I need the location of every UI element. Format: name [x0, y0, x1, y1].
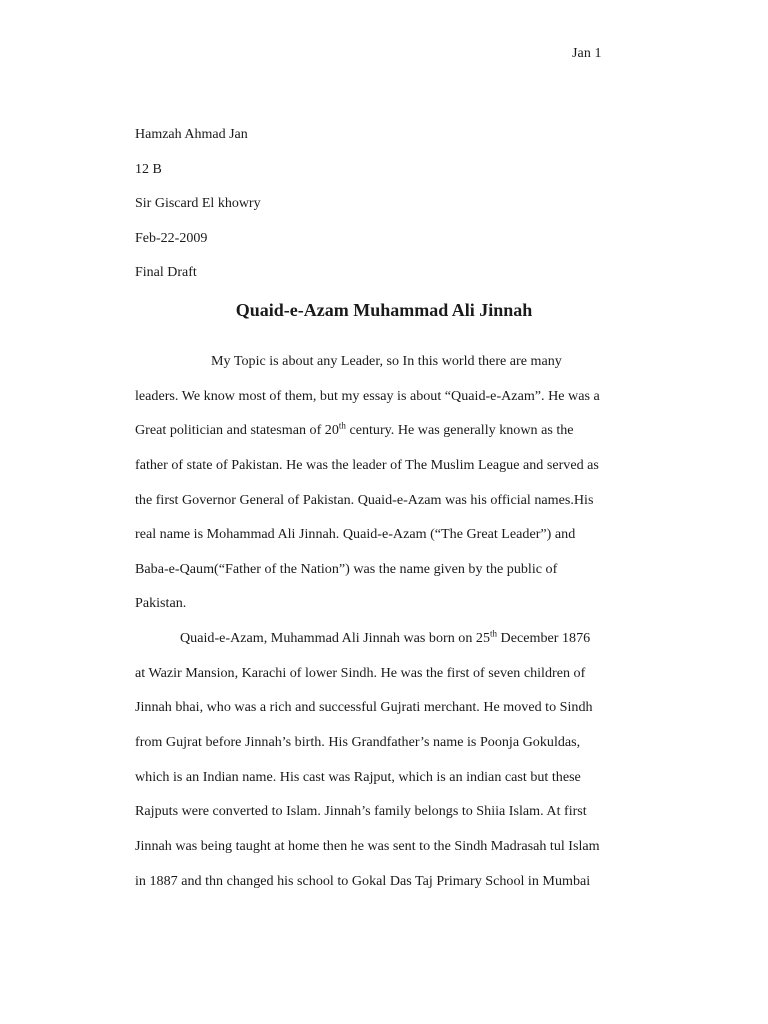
text-line [135, 621, 655, 656]
text-line: at Wazir Mansion, Karachi of lower Sindh. He was the first of seven children of [135, 664, 586, 681]
text-line: the first Governor General of Pakistan. Quaid-e-Azam was his official names.His [135, 491, 594, 508]
superscript: th [338, 420, 346, 431]
essay-title: Quaid-e-Azam Muhammad Ali Jinnah [235, 300, 533, 320]
teacher-name: Sir Giscard El khowry [135, 196, 261, 211]
text-line: Pakistan. [135, 595, 187, 612]
grade-level: 12 B [135, 161, 162, 177]
text-line: Baba-e-Qaum(“Father of the Nation”) was the name given by the public of [135, 560, 558, 577]
draft-label: Final Draft [135, 265, 197, 280]
text-span: Great politician and statesman of 20 [135, 422, 339, 439]
text-line: father of state of Pakistan. He was the leader of The Muslim League and served as [135, 456, 599, 473]
paragraph [135, 621, 655, 898]
text-line: real name is Mohammad Ali Jinnah. Quaid-e-Azam (“The Great Leader”) and [135, 526, 576, 543]
text-line: in 1887 and thn changed his school to Gokal Das Taj Primary School in Mumbai [135, 872, 591, 889]
text-line: which is an Indian name. His cast was Rajput, which is an indian cast but these [135, 768, 581, 785]
text-line: Jinnah was being taught at home then he was sent to the Sindh Madrasah tul Islam [135, 837, 600, 854]
mla-heading [135, 125, 261, 298]
text-span: Quaid-e-Azam, Muhammad Ali Jinnah was born on 25 [180, 630, 491, 647]
text-line: Jinnah bhai, who was a rich and successful Gujrati merchant. He moved to Sindh [135, 699, 593, 716]
text-span: December 1876 [497, 630, 591, 647]
essay-body [135, 344, 655, 898]
author-name: Hamzah Ahmad Jan [135, 127, 248, 142]
text-line [135, 413, 655, 448]
text-line: Rajputs were converted to Islam. Jinnah’s family belongs to Shiia Islam. At first [135, 803, 587, 820]
text-line: from Gujrat before Jinnah’s birth. His Grandfather’s name is Poonja Gokuldas, [135, 734, 581, 751]
paragraph [135, 344, 655, 621]
text-line: leaders. We know most of them, but my essay is about “Quaid-e-Azam”. He was a [135, 387, 600, 404]
text-line: My Topic is about any Leader, so In this world there are many [211, 353, 562, 369]
text-span: century. He was generally known as the [345, 422, 574, 439]
superscript: th [490, 628, 498, 639]
page-header: Jan 1 [572, 46, 602, 61]
essay-date: Feb-22-2009 [135, 230, 208, 246]
